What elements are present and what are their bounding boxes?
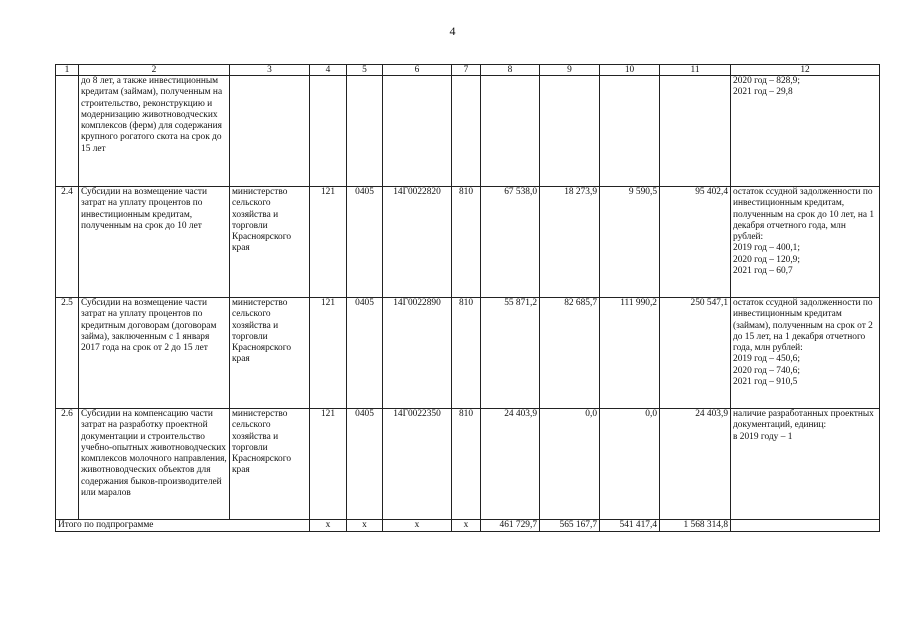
row-organization: министерство сельского хозяйства и торговли Красноярского края (230, 187, 310, 298)
row-vr: 810 (452, 187, 481, 298)
row-result: остаток ссудной задолженности по инвестиционным кредитам (займам), полученным на срок от 2 до 15 лет, на 1 декабря отчетного года, млн рублей: 2019 год – 450,6; 2020 год – 740,6; 2021 год – 910,5 (731, 298, 880, 409)
row-vr: 810 (452, 409, 481, 520)
total-grbs: x (310, 520, 347, 532)
header-cell: 6 (383, 65, 452, 76)
total-empty (731, 520, 880, 532)
row-2021: 0,0 (600, 409, 660, 520)
row-2020: 18 273,9 (540, 187, 600, 298)
header-cell: 8 (481, 65, 540, 76)
row-csr: 14Г0022890 (383, 298, 452, 409)
header-cell: 7 (452, 65, 481, 76)
total-vr: x (452, 520, 481, 532)
total-row (56, 520, 880, 532)
row-vr (452, 76, 481, 187)
row-name: Субсидии на возмещение части затрат на уплату процентов по кредитным договорам (договорам займа), заключенным с 1 января 2017 года на срок от 2 до 15 лет (79, 298, 230, 409)
total-2021: 541 417,4 (600, 520, 660, 532)
row-2020 (540, 76, 600, 187)
row-vr: 810 (452, 298, 481, 409)
total-csr: x (383, 520, 452, 532)
row-name: до 8 лет, а также инвестиционным кредитам (займам), полученным на строительство, реконструкцию и модернизацию животноводческих комплексов (ферм) для содержания крупного рогатого скота на срок до 15 лет (79, 76, 230, 187)
header-cell: 12 (731, 65, 880, 76)
header-cell: 5 (347, 65, 383, 76)
row-name: Субсидии на возмещение части затрат на уплату процентов по инвестиционным кредитам, полученным на срок до 10 лет (79, 187, 230, 298)
row-csr: 14Г0022820 (383, 187, 452, 298)
row-grbs: 121 (310, 409, 347, 520)
row-2019: 55 871,2 (481, 298, 540, 409)
total-2019: 461 729,7 (481, 520, 540, 532)
table-header-row (56, 65, 880, 76)
row-grbs (310, 76, 347, 187)
table-row (56, 187, 880, 298)
row-total (660, 76, 731, 187)
row-result: 2020 год – 828,9; 2021 год – 29,8 (731, 76, 880, 187)
row-total: 250 547,1 (660, 298, 731, 409)
row-total: 24 403,9 (660, 409, 731, 520)
row-2019: 24 403,9 (481, 409, 540, 520)
table-row (56, 298, 880, 409)
row-grbs: 121 (310, 187, 347, 298)
row-grbs: 121 (310, 298, 347, 409)
row-number: 2.6 (56, 409, 79, 520)
row-2021: 111 990,2 (600, 298, 660, 409)
row-2020: 0,0 (540, 409, 600, 520)
header-cell: 3 (230, 65, 310, 76)
row-number: 2.4 (56, 187, 79, 298)
row-organization: министерство сельского хозяйства и торговли Красноярского края (230, 409, 310, 520)
row-2019: 67 538,0 (481, 187, 540, 298)
total-2020: 565 167,7 (540, 520, 600, 532)
total-label: Итого по подпрограмме (56, 520, 310, 532)
budget-table (55, 64, 880, 532)
row-2021: 9 590,5 (600, 187, 660, 298)
row-result: остаток ссудной задолженности по инвестиционным кредитам, полученным на срок до 10 лет, на 1 декабря отчетного года, млн рублей: 2019 год – 400,1; 2020 год – 120,9; 2021 год – 60,7 (731, 187, 880, 298)
row-number (56, 76, 79, 187)
header-cell: 4 (310, 65, 347, 76)
row-rzpr: 0405 (347, 298, 383, 409)
header-cell: 11 (660, 65, 731, 76)
row-rzpr: 0405 (347, 187, 383, 298)
total-rzpr: x (347, 520, 383, 532)
row-rzpr: 0405 (347, 409, 383, 520)
row-total: 95 402,4 (660, 187, 731, 298)
row-result: наличие разработанных проектных документаций, единиц: в 2019 году – 1 (731, 409, 880, 520)
row-csr (383, 76, 452, 187)
row-number: 2.5 (56, 298, 79, 409)
row-organization: министерство сельского хозяйства и торговли Красноярского края (230, 298, 310, 409)
row-name: Субсидии на компенсацию части затрат на разработку проектной документации и строительство учебно-опытных животноводческих комплексов молочного направления, животноводческих объектов для содержания быков-производителей или маралов (79, 409, 230, 520)
row-2019 (481, 76, 540, 187)
header-cell: 9 (540, 65, 600, 76)
header-cell: 10 (600, 65, 660, 76)
row-organization (230, 76, 310, 187)
table-row (56, 76, 880, 187)
table-row (56, 409, 880, 520)
page-number: 4 (449, 24, 456, 38)
total-sum: 1 568 314,8 (660, 520, 731, 532)
row-2020: 82 685,7 (540, 298, 600, 409)
header-cell: 1 (56, 65, 79, 76)
row-csr: 14Г0022350 (383, 409, 452, 520)
row-2021 (600, 76, 660, 187)
header-cell: 2 (79, 65, 230, 76)
row-rzpr (347, 76, 383, 187)
